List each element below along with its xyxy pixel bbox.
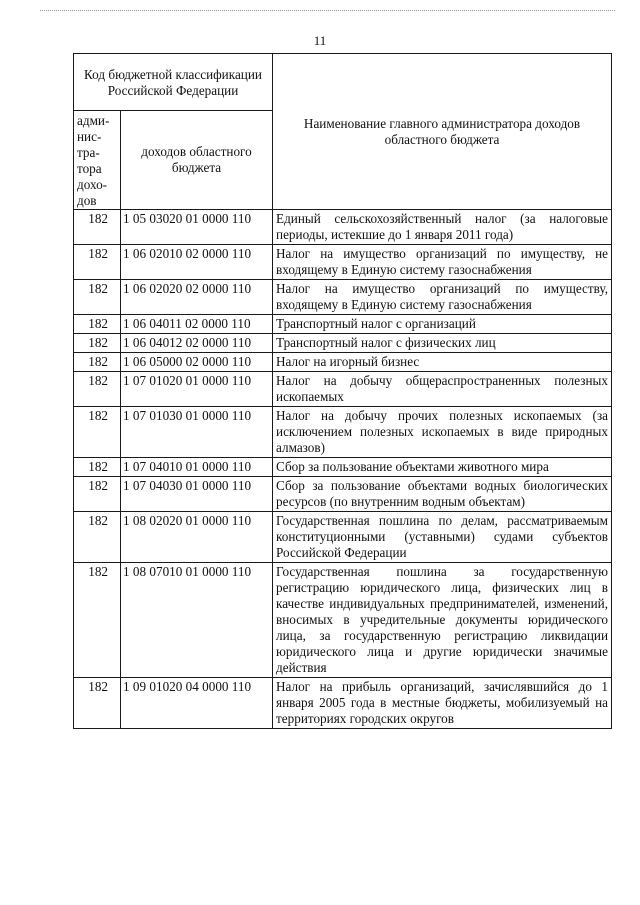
cell-admin: 182 (74, 210, 121, 245)
cell-code: 1 07 01030 01 0000 110 (121, 407, 273, 458)
cell-name: Налог на добычу общераспространенных полезных ископаемых (273, 372, 612, 407)
table-row (74, 678, 612, 729)
table-row (74, 407, 612, 458)
revenue-code-table (73, 53, 612, 729)
cell-code: 1 06 04011 02 0000 110 (121, 315, 273, 334)
header-income-code: доходов областного бюджета (121, 111, 273, 210)
cell-name: Государственная пошлина за государственную регистрацию юридического лица, физических лиц в качестве индивидуальных предпринимателей, изменений, вносимых в учредительные документы юридического лица, за государственную регистрацию ликвидации юридического лица и другие юридически значимые действия (273, 563, 612, 678)
cell-admin: 182 (74, 458, 121, 477)
cell-name: Налог на добычу прочих полезных ископаемых (за исключением полезных ископаемых в виде природных алмазов) (273, 407, 612, 458)
cell-admin: 182 (74, 334, 121, 353)
cell-name: Единый сельскохозяйственный налог (за налоговые периоды, истекшие до 1 января 2011 года) (273, 210, 612, 245)
cell-code: 1 07 04030 01 0000 110 (121, 477, 273, 512)
cell-name: Налог на имущество организаций по имуществу, входящему в Единую систему газоснабжения (273, 280, 612, 315)
cell-name: Налог на прибыль организаций, зачислявшийся до 1 января 2005 года в местные бюджеты, мобилизуемый на территориях городских округов (273, 678, 612, 729)
table-row (74, 245, 612, 280)
table-header-row (74, 54, 612, 111)
cell-name: Сбор за пользование объектами водных биологических ресурсов (по внутренним водным объектам) (273, 477, 612, 512)
cell-code: 1 07 04010 01 0000 110 (121, 458, 273, 477)
table-row (74, 210, 612, 245)
cell-code: 1 05 03020 01 0000 110 (121, 210, 273, 245)
table-row (74, 563, 612, 678)
cell-admin: 182 (74, 678, 121, 729)
cell-code: 1 07 01020 01 0000 110 (121, 372, 273, 407)
cell-name: Государственная пошлина по делам, рассматриваемым конституционными (уставными) судами субъектов Российской Федерации (273, 512, 612, 563)
cell-name: Налог на имущество организаций по имуществу, не входящему в Единую систему газоснабжения (273, 245, 612, 280)
table-row (74, 315, 612, 334)
cell-admin: 182 (74, 280, 121, 315)
cell-admin: 182 (74, 245, 121, 280)
cell-name: Сбор за пользование объектами животного мира (273, 458, 612, 477)
table-row (74, 477, 612, 512)
table-row (74, 458, 612, 477)
cell-code: 1 06 02010 02 0000 110 (121, 245, 273, 280)
page-number: 11 (313, 33, 327, 48)
table-row (74, 280, 612, 315)
scan-top-line (40, 10, 615, 11)
cell-code: 1 06 04012 02 0000 110 (121, 334, 273, 353)
cell-admin: 182 (74, 512, 121, 563)
cell-code: 1 09 01020 04 0000 110 (121, 678, 273, 729)
table-row (74, 353, 612, 372)
cell-admin: 182 (74, 372, 121, 407)
table-row (74, 512, 612, 563)
cell-admin: 182 (74, 353, 121, 372)
header-administrator-name: Наименование главного администратора доходов областного бюджета (273, 54, 612, 210)
table-row (74, 372, 612, 407)
cell-code: 1 06 05000 02 0000 110 (121, 353, 273, 372)
cell-admin: 182 (74, 315, 121, 334)
cell-name: Транспортный налог с физических лиц (273, 334, 612, 353)
cell-admin: 182 (74, 563, 121, 678)
table-row (74, 334, 612, 353)
cell-name: Налог на игорный бизнес (273, 353, 612, 372)
cell-code: 1 06 02020 02 0000 110 (121, 280, 273, 315)
cell-admin: 182 (74, 407, 121, 458)
cell-code: 1 08 07010 01 0000 110 (121, 563, 273, 678)
header-administrator-code: адми- нис- тра- тора дохо- дов (74, 111, 121, 210)
header-classification: Код бюджетной классификации Российской Федерации (74, 54, 273, 111)
cell-code: 1 08 02020 01 0000 110 (121, 512, 273, 563)
cell-name: Транспортный налог с организаций (273, 315, 612, 334)
cell-admin: 182 (74, 477, 121, 512)
